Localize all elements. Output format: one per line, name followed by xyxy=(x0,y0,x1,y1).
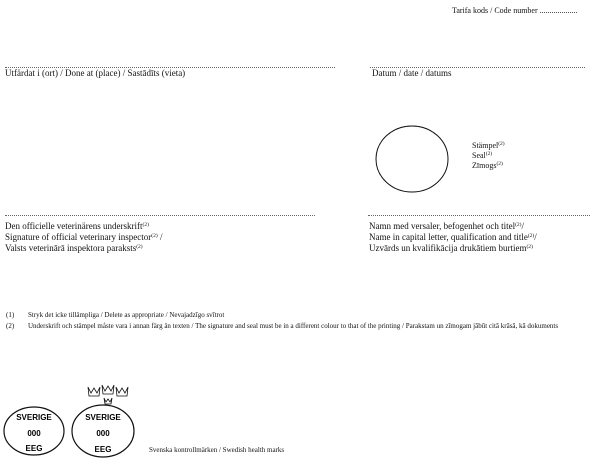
health-mark-left-top: SVERIGE xyxy=(16,413,52,422)
stamp-label-sv: Stämpel$^{(2)}$ xyxy=(472,141,505,150)
signature-label-en: Signature of official veterinary inspector$^{(2)}$ / xyxy=(5,232,163,242)
footnote-1 xyxy=(6,311,591,320)
name-line xyxy=(368,215,590,216)
signature-label-sv: Den officielle veterinärens underskrift$^{(2)}$ xyxy=(5,221,149,231)
signature-labels xyxy=(5,221,162,254)
stamp-labels xyxy=(472,141,505,171)
footnote-1-text: Stryk det icke tillämpliga / Delete as appropriate / Nevajadzīgo svītrot xyxy=(28,311,225,319)
health-mark-right xyxy=(72,405,134,457)
footnote-2 xyxy=(6,322,591,331)
name-label-sv: Namn med versaler, befogenhet och titel$^{(2)}$/ xyxy=(369,221,525,231)
stamp-circle xyxy=(373,124,451,194)
health-mark-left-number: 000 xyxy=(27,429,41,438)
footnote-2-number: (2) xyxy=(6,322,15,330)
crown-icon xyxy=(88,385,128,404)
code-number-field xyxy=(452,6,578,16)
name-labels xyxy=(369,221,537,254)
footnotes xyxy=(6,311,591,331)
signature-line xyxy=(5,215,315,216)
stamp-label-en: Seal$^{(2)}$ xyxy=(472,151,493,160)
stamp-label-lv: Zīmogs$^{(2)}$ xyxy=(472,161,503,170)
health-marks-label: Svenska kontrollmärken / Swedish health marks xyxy=(149,446,285,454)
footnote-2-text: Underskrift och stämpel måste vara i annan färg än texten / The signature and seal must be in a different colour to that of the printing / Parakstam un zīmogam jābūt citā krāsā, kā dokuments xyxy=(28,322,559,330)
footnote-1-number: (1) xyxy=(6,311,15,319)
place-label: Utfärdat i (ort) / Done at (place) / Sastādīts (vieta) xyxy=(5,68,186,78)
health-mark-right-top: SVERIGE xyxy=(85,413,121,422)
health-mark-right-number: 000 xyxy=(96,429,110,438)
signature-label-lv: Valsts veterinārā inspektora paraksts$^{(2)}$ xyxy=(5,243,143,253)
code-number-label: Tarifa kods / Code number xyxy=(452,6,538,15)
health-marks-graphic xyxy=(0,383,150,461)
health-mark-left-bottom: EEG xyxy=(25,444,43,453)
health-mark-left xyxy=(4,407,64,455)
date-label: Datum / date / datums xyxy=(372,68,452,78)
code-number-dots: ................... xyxy=(539,6,578,15)
name-label-lv: Uzvārds un kvalifikācija drukātiem burtiem$^{(2)}$ xyxy=(369,243,533,253)
name-label-en: Name in capital letter, qualification and title$^{(2)}$/ xyxy=(369,232,537,242)
health-mark-right-bottom: EEG xyxy=(94,445,112,454)
